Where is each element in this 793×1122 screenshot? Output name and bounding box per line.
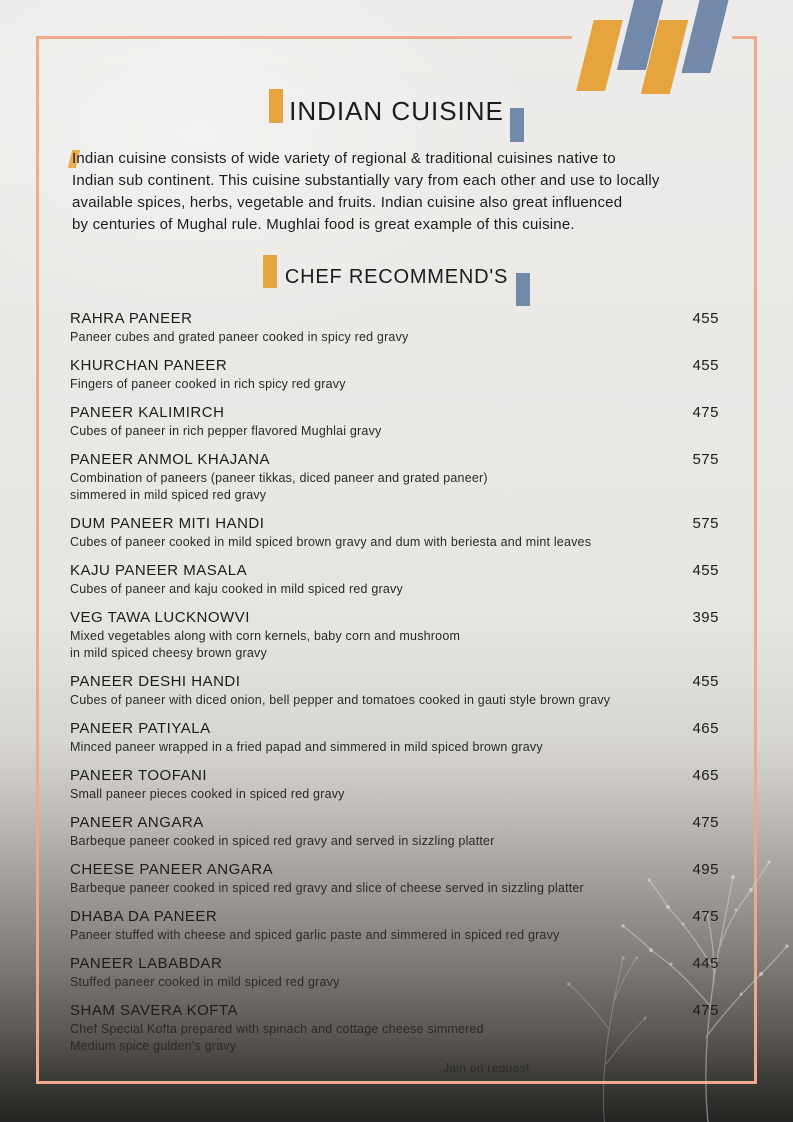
item-name: CHEESE PANEER ANGARA <box>70 861 274 878</box>
item-head <box>70 813 719 833</box>
item-name: VEG TAWA LUCKNOWVI <box>70 609 250 626</box>
item-desc-line: Cubes of paneer in rich pepper flavored Mughlai gravy <box>70 424 382 438</box>
item-price: 445 <box>692 955 719 972</box>
item-desc-line: Combination of paneers (paneer tikkas, diced paneer and grated paneer) <box>70 471 488 485</box>
item-desc-line: Mixed vegetables along with corn kernels, baby corn and mushroom <box>70 629 461 643</box>
intro-line: available spices, herbs, vegetable and fruits. Indian cuisine also great influenced <box>72 194 623 211</box>
item-name: PANEER PATIYALA <box>70 720 211 737</box>
intro-paragraph <box>72 148 712 236</box>
item-description <box>70 833 719 850</box>
menu-item <box>70 766 719 803</box>
item-name: KAJU PANEER MASALA <box>70 562 248 579</box>
item-head <box>70 561 719 581</box>
item-desc-line: simmered in mild spiced red gravy <box>70 488 267 502</box>
menu-item <box>70 356 719 393</box>
item-price: 455 <box>692 673 719 690</box>
item-name: DUM PANEER MITI HANDI <box>70 515 265 532</box>
menu-item <box>70 672 719 709</box>
item-description <box>70 534 719 551</box>
item-name: KHURCHAN PANEER <box>70 357 228 374</box>
title-accent-orange <box>269 89 283 123</box>
item-head <box>70 1001 719 1021</box>
section-accent-orange <box>263 255 277 288</box>
menu-item <box>70 450 719 504</box>
item-description <box>70 628 719 662</box>
page-title: INDIAN CUISINE <box>289 96 504 126</box>
item-name: PANEER TOOFANI <box>70 767 208 784</box>
item-desc-line: in mild spiced cheesy brown gravy <box>70 646 267 660</box>
menu-item <box>70 403 719 440</box>
item-description <box>70 739 719 756</box>
item-description <box>70 581 719 598</box>
item-head <box>70 608 719 628</box>
intro-line: Indian cuisine consists of wide variety of regional & traditional cuisines native to <box>72 150 616 167</box>
footnote: Jain on request <box>443 1061 530 1075</box>
item-desc-line: Paneer cubes and grated paneer cooked in spicy red gravy <box>70 330 409 344</box>
item-price: 575 <box>692 451 719 468</box>
menu-item <box>70 719 719 756</box>
menu-item <box>70 954 719 991</box>
item-description <box>70 786 719 803</box>
item-desc-line: Minced paneer wrapped in a fried papad and simmered in mild spiced brown gravy <box>70 740 543 754</box>
item-price: 455 <box>692 357 719 374</box>
menu-item <box>70 608 719 662</box>
item-price: 475 <box>692 1002 719 1019</box>
item-name: PANEER KALIMIRCH <box>70 404 225 421</box>
item-name: PANEER ANMOL KHAJANA <box>70 451 271 468</box>
item-head <box>70 672 719 692</box>
item-name: PANEER DESHI HANDI <box>70 673 241 690</box>
item-desc-line: Cubes of paneer with diced onion, bell pepper and tomatoes cooked in gauti style brown gravy <box>70 693 611 707</box>
section-accent-blue <box>516 273 530 306</box>
menu-item <box>70 514 719 551</box>
item-head <box>70 356 719 376</box>
item-description <box>70 1021 719 1055</box>
section-title: CHEF RECOMMEND'S <box>284 266 509 288</box>
intro-line: by centuries of Mughal rule. Mughlai food is great example of this cuisine. <box>72 216 575 233</box>
item-desc-line: Fingers of paneer cooked in rich spicy red gravy <box>70 377 346 391</box>
item-head <box>70 403 719 423</box>
item-head <box>70 514 719 534</box>
item-description <box>70 423 719 440</box>
item-price: 475 <box>692 908 719 925</box>
item-desc-line: Small paneer pieces cooked in spiced red gravy <box>70 787 345 801</box>
menu-item <box>70 1001 719 1055</box>
item-price: 475 <box>692 814 719 831</box>
item-desc-line: Medium spice gulden's gravy <box>70 1039 237 1053</box>
item-head <box>70 907 719 927</box>
item-desc-line: Cubes of paneer and kaju cooked in mild spiced red gravy <box>70 582 403 596</box>
item-description <box>70 470 719 504</box>
menu-item <box>70 907 719 944</box>
menu-item <box>70 309 719 346</box>
item-description <box>70 692 719 709</box>
page-title-row <box>0 89 793 142</box>
title-accent-blue <box>510 108 524 142</box>
menu-list <box>70 309 719 1065</box>
section-heading-row <box>0 255 793 306</box>
item-price: 575 <box>692 515 719 532</box>
item-desc-line: Cubes of paneer cooked in mild spiced brown gravy and dum with beriesta and mint leaves <box>70 535 592 549</box>
item-price: 495 <box>692 861 719 878</box>
item-price: 465 <box>692 767 719 784</box>
item-head <box>70 766 719 786</box>
menu-item <box>70 813 719 850</box>
item-desc-line: Chef Special Kofta prepared with spinach and cottage cheese simmered <box>70 1022 484 1036</box>
item-price: 455 <box>692 562 719 579</box>
item-description <box>70 974 719 991</box>
item-price: 465 <box>692 720 719 737</box>
item-head <box>70 450 719 470</box>
item-head <box>70 860 719 880</box>
item-desc-line: Barbeque paneer cooked in spiced red gravy and slice of cheese served in sizzling platter <box>70 881 584 895</box>
item-desc-line: Paneer stuffed with cheese and spiced garlic paste and simmered in spiced red gravy <box>70 928 560 942</box>
item-desc-line: Barbeque paneer cooked in spiced red gravy and served in sizzling platter <box>70 834 495 848</box>
item-description <box>70 927 719 944</box>
item-name: RAHRA PANEER <box>70 310 193 327</box>
item-desc-line: Stuffed paneer cooked in mild spiced red gravy <box>70 975 340 989</box>
menu-item <box>70 860 719 897</box>
item-name: PANEER ANGARA <box>70 814 204 831</box>
item-name: SHAM SAVERA KOFTA <box>70 1002 238 1019</box>
item-price: 455 <box>692 310 719 327</box>
menu-item <box>70 561 719 598</box>
item-price: 395 <box>692 609 719 626</box>
item-description <box>70 376 719 393</box>
item-description <box>70 880 719 897</box>
item-head <box>70 954 719 974</box>
item-description <box>70 329 719 346</box>
item-name: DHABA DA PANEER <box>70 908 218 925</box>
item-head <box>70 309 719 329</box>
item-name: PANEER LABABDAR <box>70 955 223 972</box>
item-head <box>70 719 719 739</box>
intro-line: Indian sub continent. This cuisine substantially vary from each other and use to locally <box>72 172 660 189</box>
item-price: 475 <box>692 404 719 421</box>
